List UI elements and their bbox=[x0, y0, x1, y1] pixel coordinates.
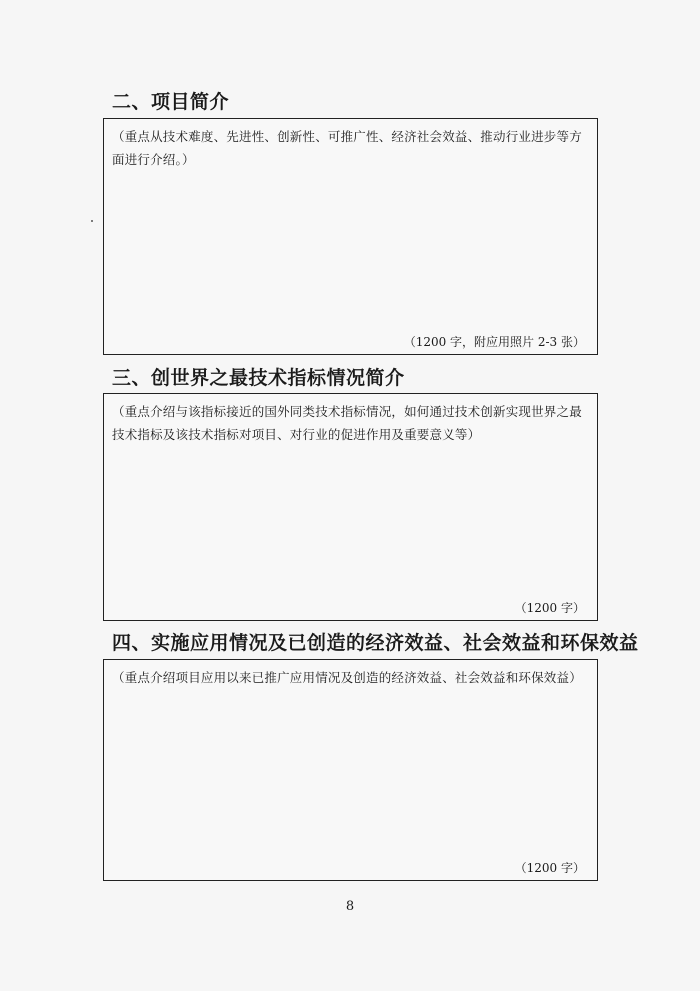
project-summary-note: （重点从技术难度、先进性、创新性、可推广性、经济社会效益、推动行业进步等方面进行介绍。） bbox=[112, 129, 582, 167]
project-summary-word-count: （1200 字，附应用照片 2-3 张） bbox=[403, 335, 585, 349]
scan-speck bbox=[91, 220, 93, 222]
page-number: 8 bbox=[345, 899, 355, 914]
section-heading-project-summary: 二、项目简介 bbox=[112, 91, 230, 113]
implementation-benefits-note: （重点介绍项目应用以来已推广应用情况及创造的经济效益、社会效益和环保效益） bbox=[112, 670, 582, 685]
world-record-indicators-note: （重点介绍与该指标接近的国外同类技术指标情况，如何通过技术创新实现世界之最技术指标及该技术指标对项目、对行业的促进作用及重要意义等） bbox=[112, 404, 582, 442]
implementation-benefits-word-count: （1200 字） bbox=[514, 861, 585, 875]
implementation-benefits-box[interactable] bbox=[103, 659, 598, 881]
world-record-indicators-word-count: （1200 字） bbox=[514, 601, 585, 615]
project-summary-box[interactable] bbox=[103, 118, 598, 355]
section-heading-implementation-benefits: 四、实施应用情况及已创造的经济效益、社会效益和环保效益 bbox=[112, 632, 639, 654]
section-heading-world-record-indicators: 三、创世界之最技术指标情况简介 bbox=[112, 367, 405, 389]
world-record-indicators-box[interactable] bbox=[103, 393, 598, 621]
